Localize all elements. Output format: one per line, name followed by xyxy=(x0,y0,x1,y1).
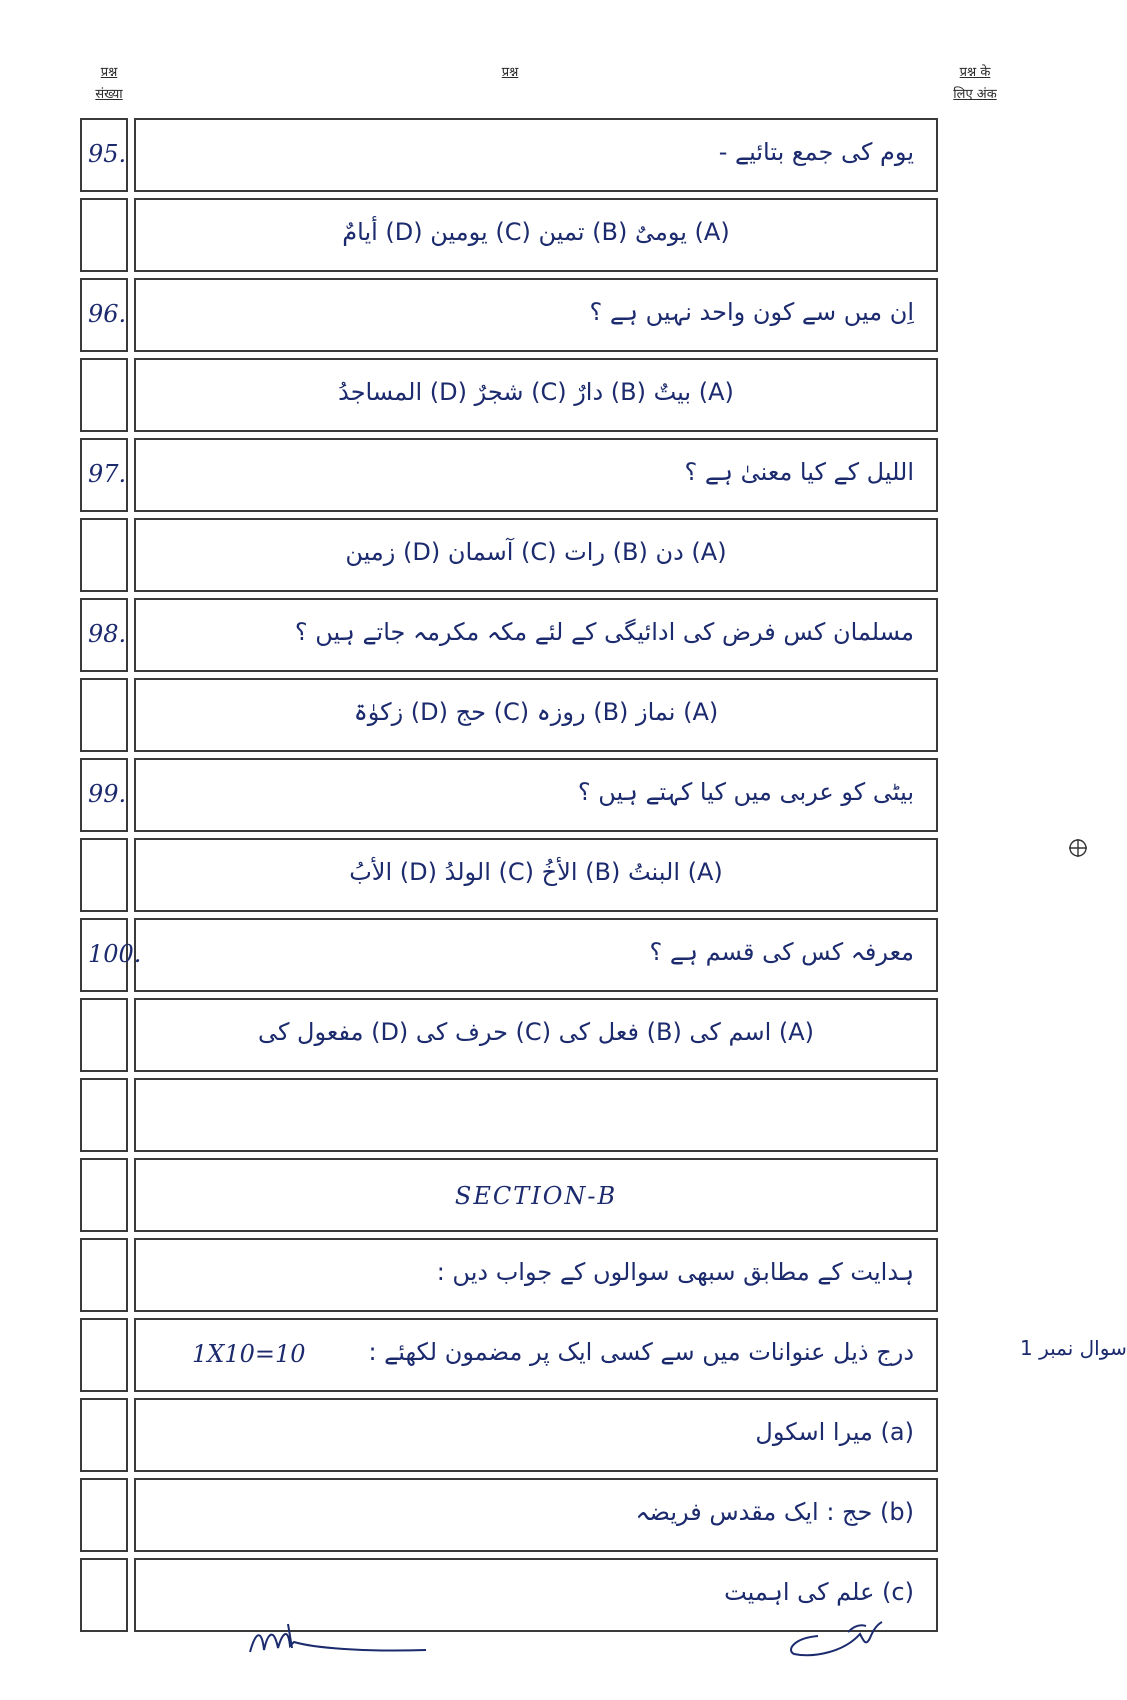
question-number: 97. xyxy=(88,460,127,488)
question-table xyxy=(80,118,1127,1638)
options-text: (A) البنتُ (B) الأخُ (C) الولدُ (D) الأبُ xyxy=(349,858,723,886)
question-number-cell xyxy=(80,1318,128,1392)
header-marks-line1: प्रश्न के xyxy=(959,65,991,80)
instruction-cell xyxy=(134,1238,938,1312)
options-cell xyxy=(134,998,938,1072)
question-number: 99. xyxy=(88,780,127,808)
question-number-cell xyxy=(80,518,128,592)
question-label: سوال نمبر 1 xyxy=(1020,1336,1127,1360)
question-number-cell xyxy=(80,278,128,352)
table-row xyxy=(80,1318,1127,1394)
question-number-cell xyxy=(80,598,128,672)
table-row xyxy=(80,278,938,354)
options-text: (A) یومیٌ (B) تمین (C) یومین (D) أیامٌ xyxy=(342,218,730,246)
question-number-cell xyxy=(80,918,142,992)
question-cell xyxy=(134,918,938,992)
topic-text: (b) حج : ایک مقدس فریضہ xyxy=(635,1498,914,1526)
question-text: بیٹی کو عربی میں کیا کہتے ہیں ؟ xyxy=(577,778,914,806)
question-number-cell xyxy=(80,198,128,272)
table-row xyxy=(80,1398,938,1474)
marks-text: 1X10=10 xyxy=(192,1340,306,1368)
signature-left xyxy=(244,1612,434,1662)
question-text: مسلمان کس فرض کی ادائیگی کے لئے مکہ مکرمہ جاتے ہیں ؟ xyxy=(294,618,914,646)
options-text: (A) دن (B) رات (C) آسمان (D) زمین xyxy=(345,538,727,566)
question-number-cell xyxy=(80,1078,128,1152)
header-question: प्रश्न xyxy=(501,65,519,80)
options-text: (A) نماز (B) روزہ (C) حج (D) زکوٰۃ xyxy=(353,698,719,726)
section-heading-cell xyxy=(134,1158,938,1232)
options-cell xyxy=(134,678,938,752)
question-cell xyxy=(134,598,938,672)
question-cell xyxy=(134,118,938,192)
question-number-cell xyxy=(80,358,128,432)
table-row xyxy=(80,678,938,754)
question-text: یوم کی جمع بتائیے - xyxy=(718,138,914,166)
question-cell xyxy=(134,278,938,352)
table-row xyxy=(80,758,938,834)
table-row xyxy=(80,918,938,994)
header-marks-line2: लिए अंक xyxy=(953,87,997,102)
empty-cell xyxy=(134,1078,938,1152)
question-number-cell xyxy=(80,678,128,752)
question-number-cell xyxy=(80,758,128,832)
header-marks xyxy=(940,62,1010,106)
table-row xyxy=(80,1158,938,1234)
question-text: درج ذیل عنوانات میں سے کسی ایک پر مضمون لکھئے : xyxy=(368,1338,914,1366)
question-number-cell xyxy=(80,1238,128,1312)
topic-cell xyxy=(134,1478,938,1552)
question-number-cell xyxy=(80,838,128,912)
question-number-cell xyxy=(80,1478,128,1552)
table-row xyxy=(80,838,938,914)
table-row xyxy=(80,438,938,514)
question-number-cell xyxy=(80,1158,128,1232)
question-text: اِن میں سے کون واحد نہیں ہے ؟ xyxy=(589,298,914,326)
question-cell xyxy=(134,758,938,832)
table-row xyxy=(80,358,938,434)
header-question-number-line1: प्रश्न xyxy=(100,65,118,80)
question-cell xyxy=(134,1318,938,1392)
question-number-cell xyxy=(80,438,128,512)
question-number: 96. xyxy=(88,300,127,328)
header-question-number xyxy=(84,62,134,106)
registration-mark-icon xyxy=(1068,838,1088,858)
options-text: (A) اسم کی (B) فعل کی (C) حرف کی (D) مفعول کی xyxy=(257,1018,815,1046)
options-text: (A) بیتٌ (B) دارٌ (C) شجرٌ (D) المساجدُ xyxy=(338,378,734,406)
question-number-cell xyxy=(80,1558,128,1632)
topic-text: (c) علم کی اہمیت xyxy=(724,1578,914,1606)
table-row xyxy=(80,1238,938,1314)
topic-cell xyxy=(134,1398,938,1472)
table-row xyxy=(80,1078,938,1154)
topic-text: (a) میرا اسکول xyxy=(755,1418,914,1446)
table-row xyxy=(80,198,938,274)
instruction-text: ہدایت کے مطابق سبھی سوالوں کے جواب دیں : xyxy=(436,1258,914,1286)
options-cell xyxy=(134,358,938,432)
options-cell xyxy=(134,518,938,592)
section-heading: SECTION-B xyxy=(454,1182,618,1210)
question-number: 100. xyxy=(88,940,142,968)
signature-right xyxy=(784,1612,894,1662)
header-question-number-line2: संख्या xyxy=(95,87,123,102)
question-number-cell xyxy=(80,118,128,192)
table-row xyxy=(80,598,938,674)
table-row xyxy=(80,118,938,194)
question-number-cell xyxy=(80,998,128,1072)
question-number: 98. xyxy=(88,620,127,648)
question-number: 95. xyxy=(88,140,127,168)
question-text: اللیل کے کیا معنیٰ ہے ؟ xyxy=(684,458,914,486)
question-text: معرفہ کس کی قسم ہے ؟ xyxy=(649,938,914,966)
question-number-cell xyxy=(80,1398,128,1472)
options-cell xyxy=(134,198,938,272)
question-cell xyxy=(134,438,938,512)
table-row xyxy=(80,1478,938,1554)
table-row xyxy=(80,518,938,594)
options-cell xyxy=(134,838,938,912)
table-row xyxy=(80,998,938,1074)
